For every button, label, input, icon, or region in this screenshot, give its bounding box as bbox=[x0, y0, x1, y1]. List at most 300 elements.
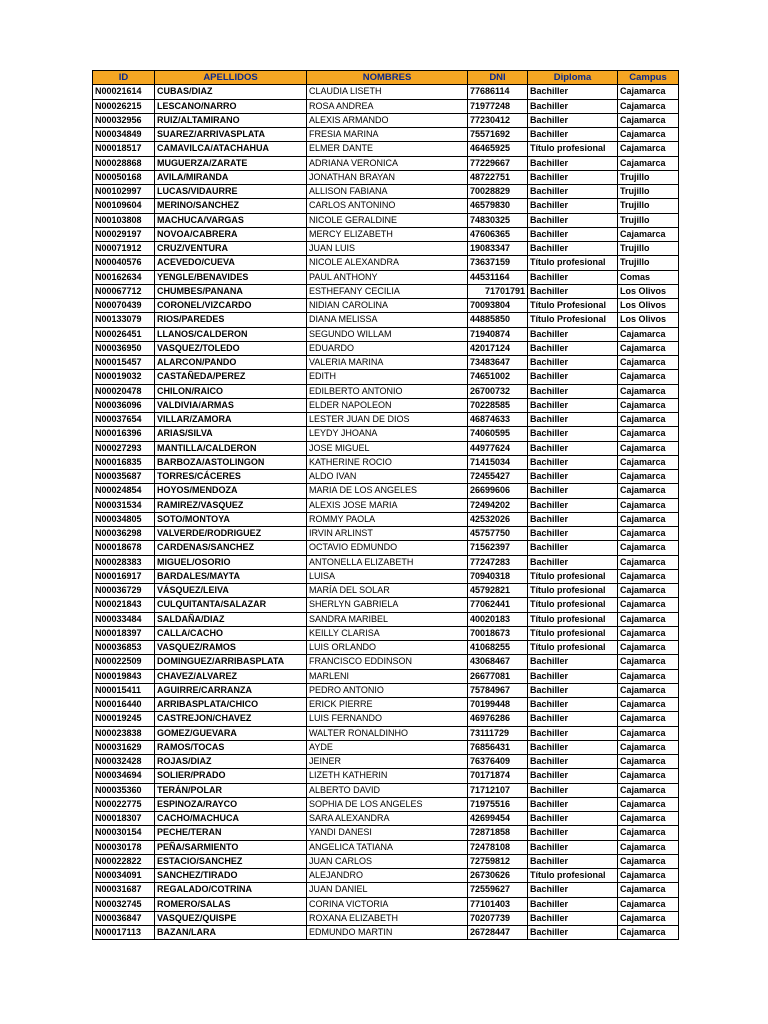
cell-nombres: CORINA VICTORIA bbox=[307, 897, 468, 911]
cell-id: N00027293 bbox=[93, 441, 155, 455]
cell-nombres: ALEXIS ARMANDO bbox=[307, 113, 468, 127]
cell-apellidos: SANCHEZ/TIRADO bbox=[155, 869, 307, 883]
cell-id: N00103808 bbox=[93, 213, 155, 227]
cell-diploma: Bachiller bbox=[528, 370, 618, 384]
cell-dni: 44885850 bbox=[468, 313, 528, 327]
cell-diploma: Bachiller bbox=[528, 911, 618, 925]
cell-apellidos: ARIAS/SILVA bbox=[155, 427, 307, 441]
cell-dni: 75784967 bbox=[468, 683, 528, 697]
cell-campus: Cajamarca bbox=[618, 626, 679, 640]
table-row bbox=[93, 455, 679, 469]
table-row bbox=[93, 441, 679, 455]
cell-campus: Cajamarca bbox=[618, 99, 679, 113]
cell-nombres: VALERIA MARINA bbox=[307, 356, 468, 370]
cell-campus: Cajamarca bbox=[618, 598, 679, 612]
header-dni: DNI bbox=[468, 71, 528, 85]
cell-diploma: Bachiller bbox=[528, 213, 618, 227]
table-row bbox=[93, 584, 679, 598]
cell-nombres: ELMER DANTE bbox=[307, 142, 468, 156]
cell-campus: Cajamarca bbox=[618, 356, 679, 370]
table-row bbox=[93, 327, 679, 341]
cell-nombres: EDMUNDO MARTIN bbox=[307, 926, 468, 940]
table-row bbox=[93, 555, 679, 569]
cell-id: N00019843 bbox=[93, 669, 155, 683]
cell-campus: Cajamarca bbox=[618, 769, 679, 783]
cell-apellidos: GOMEZ/GUEVARA bbox=[155, 726, 307, 740]
cell-apellidos: SOLIER/PRADO bbox=[155, 769, 307, 783]
cell-diploma: Bachiller bbox=[528, 156, 618, 170]
cell-dni: 71975516 bbox=[468, 797, 528, 811]
table-row bbox=[93, 655, 679, 669]
cell-campus: Cajamarca bbox=[618, 441, 679, 455]
table-row bbox=[93, 755, 679, 769]
cell-campus: Cajamarca bbox=[618, 812, 679, 826]
table-row bbox=[93, 199, 679, 213]
header-id: ID bbox=[93, 71, 155, 85]
cell-apellidos: MIGUEL/OSORIO bbox=[155, 555, 307, 569]
cell-nombres: CLAUDIA LISETH bbox=[307, 85, 468, 99]
cell-id: N00033484 bbox=[93, 612, 155, 626]
cell-campus: Cajamarca bbox=[618, 470, 679, 484]
cell-campus: Cajamarca bbox=[618, 341, 679, 355]
cell-apellidos: AVILA/MIRANDA bbox=[155, 170, 307, 184]
table-row bbox=[93, 356, 679, 370]
cell-apellidos: VILLAR/ZAMORA bbox=[155, 413, 307, 427]
cell-id: N00030178 bbox=[93, 840, 155, 854]
table-row bbox=[93, 213, 679, 227]
cell-diploma: Título profesional bbox=[528, 598, 618, 612]
cell-dni: 47606365 bbox=[468, 227, 528, 241]
cell-id: N00022775 bbox=[93, 797, 155, 811]
cell-dni: 70028829 bbox=[468, 185, 528, 199]
table-row bbox=[93, 128, 679, 142]
cell-campus: Cajamarca bbox=[618, 384, 679, 398]
cell-dni: 77101403 bbox=[468, 897, 528, 911]
cell-apellidos: ROMERO/SALAS bbox=[155, 897, 307, 911]
header-campus: Campus bbox=[618, 71, 679, 85]
cell-id: N00036847 bbox=[93, 911, 155, 925]
cell-nombres: MARLENI bbox=[307, 669, 468, 683]
cell-nombres: LUISA bbox=[307, 569, 468, 583]
table-row bbox=[93, 669, 679, 683]
cell-diploma: Título Profesional bbox=[528, 313, 618, 327]
cell-nombres: SEGUNDO WILLAM bbox=[307, 327, 468, 341]
cell-id: N00032956 bbox=[93, 113, 155, 127]
cell-dni: 70199448 bbox=[468, 698, 528, 712]
cell-nombres: ROSA ANDREA bbox=[307, 99, 468, 113]
cell-diploma: Bachiller bbox=[528, 826, 618, 840]
cell-diploma: Bachiller bbox=[528, 712, 618, 726]
cell-id: N00102997 bbox=[93, 185, 155, 199]
cell-diploma: Bachiller bbox=[528, 413, 618, 427]
cell-id: N00034849 bbox=[93, 128, 155, 142]
cell-apellidos: CUBAS/DIAZ bbox=[155, 85, 307, 99]
cell-id: N00031629 bbox=[93, 740, 155, 754]
cell-campus: Cajamarca bbox=[618, 156, 679, 170]
cell-campus: Cajamarca bbox=[618, 398, 679, 412]
cell-id: N00037654 bbox=[93, 413, 155, 427]
cell-dni: 46874633 bbox=[468, 413, 528, 427]
cell-dni: 41068255 bbox=[468, 641, 528, 655]
table-row bbox=[93, 99, 679, 113]
cell-id: N00016835 bbox=[93, 455, 155, 469]
cell-dni: 44531164 bbox=[468, 270, 528, 284]
cell-id: N00019245 bbox=[93, 712, 155, 726]
cell-diploma: Bachiller bbox=[528, 669, 618, 683]
cell-nombres: SANDRA MARIBEL bbox=[307, 612, 468, 626]
cell-dni: 26728447 bbox=[468, 926, 528, 940]
cell-id: N00018307 bbox=[93, 812, 155, 826]
cell-id: N00034805 bbox=[93, 512, 155, 526]
cell-diploma: Bachiller bbox=[528, 883, 618, 897]
table-row bbox=[93, 427, 679, 441]
cell-nombres: NIDIAN CAROLINA bbox=[307, 299, 468, 313]
table-row bbox=[93, 498, 679, 512]
cell-id: N00024854 bbox=[93, 484, 155, 498]
cell-apellidos: CULQUITANTA/SALAZAR bbox=[155, 598, 307, 612]
cell-apellidos: SALDAÑA/DIAZ bbox=[155, 612, 307, 626]
cell-nombres: DIANA MELISSA bbox=[307, 313, 468, 327]
cell-id: N00035687 bbox=[93, 470, 155, 484]
cell-campus: Cajamarca bbox=[618, 555, 679, 569]
cell-id: N00071912 bbox=[93, 242, 155, 256]
cell-id: N00015457 bbox=[93, 356, 155, 370]
cell-apellidos: CARDENAS/SANCHEZ bbox=[155, 541, 307, 555]
table-row bbox=[93, 227, 679, 241]
cell-diploma: Bachiller bbox=[528, 356, 618, 370]
cell-diploma: Bachiller bbox=[528, 284, 618, 298]
cell-apellidos: ALARCON/PANDO bbox=[155, 356, 307, 370]
cell-id: N00030154 bbox=[93, 826, 155, 840]
table-row bbox=[93, 612, 679, 626]
cell-id: N00026451 bbox=[93, 327, 155, 341]
cell-diploma: Bachiller bbox=[528, 683, 618, 697]
table-row bbox=[93, 826, 679, 840]
cell-dni: 74651002 bbox=[468, 370, 528, 384]
cell-nombres: ESTHEFANY CECILIA bbox=[307, 284, 468, 298]
cell-dni: 46465925 bbox=[468, 142, 528, 156]
cell-campus: Cajamarca bbox=[618, 370, 679, 384]
cell-apellidos: MANTILLA/CALDERON bbox=[155, 441, 307, 455]
cell-nombres: SARA ALEXANDRA bbox=[307, 812, 468, 826]
cell-apellidos: CORONEL/VIZCARDO bbox=[155, 299, 307, 313]
table-row bbox=[93, 413, 679, 427]
cell-apellidos: TORRES/CÁCERES bbox=[155, 470, 307, 484]
cell-nombres: YANDI DANESI bbox=[307, 826, 468, 840]
table-row bbox=[93, 384, 679, 398]
cell-nombres: CARLOS ANTONINO bbox=[307, 199, 468, 213]
cell-campus: Cajamarca bbox=[618, 726, 679, 740]
cell-nombres: LUIS ORLANDO bbox=[307, 641, 468, 655]
cell-dni: 72871858 bbox=[468, 826, 528, 840]
cell-nombres: MERCY ELIZABETH bbox=[307, 227, 468, 241]
cell-nombres: ANTONELLA ELIZABETH bbox=[307, 555, 468, 569]
cell-dni: 72455427 bbox=[468, 470, 528, 484]
cell-apellidos: VALDIVIA/ARMAS bbox=[155, 398, 307, 412]
cell-id: N00016396 bbox=[93, 427, 155, 441]
cell-diploma: Título profesional bbox=[528, 256, 618, 270]
cell-apellidos: VASQUEZ/QUISPE bbox=[155, 911, 307, 925]
cell-nombres: KATHERINE ROCIO bbox=[307, 455, 468, 469]
cell-nombres: JUAN DANIEL bbox=[307, 883, 468, 897]
cell-apellidos: CASTAÑEDA/PEREZ bbox=[155, 370, 307, 384]
cell-nombres: AYDE bbox=[307, 740, 468, 754]
cell-campus: Cajamarca bbox=[618, 712, 679, 726]
cell-campus: Cajamarca bbox=[618, 142, 679, 156]
table-header-row bbox=[93, 71, 679, 85]
table-row bbox=[93, 840, 679, 854]
cell-apellidos: TERÁN/POLAR bbox=[155, 783, 307, 797]
table-row bbox=[93, 598, 679, 612]
cell-apellidos: RAMIREZ/VASQUEZ bbox=[155, 498, 307, 512]
cell-apellidos: BARBOZA/ASTOLINGON bbox=[155, 455, 307, 469]
cell-diploma: Bachiller bbox=[528, 769, 618, 783]
cell-campus: Cajamarca bbox=[618, 455, 679, 469]
cell-apellidos: MERINO/SANCHEZ bbox=[155, 199, 307, 213]
cell-apellidos: CACHO/MACHUCA bbox=[155, 812, 307, 826]
cell-diploma: Título profesional bbox=[528, 142, 618, 156]
cell-apellidos: CASTREJON/CHAVEZ bbox=[155, 712, 307, 726]
cell-dni: 70228585 bbox=[468, 398, 528, 412]
cell-nombres: ROXANA ELIZABETH bbox=[307, 911, 468, 925]
cell-nombres: SOPHIA DE LOS ANGELES bbox=[307, 797, 468, 811]
table-row bbox=[93, 712, 679, 726]
cell-dni: 46579830 bbox=[468, 199, 528, 213]
cell-diploma: Título profesional bbox=[528, 641, 618, 655]
cell-apellidos: CRUZ/VENTURA bbox=[155, 242, 307, 256]
cell-campus: Cajamarca bbox=[618, 883, 679, 897]
cell-dni: 26677081 bbox=[468, 669, 528, 683]
cell-dni: 48722751 bbox=[468, 170, 528, 184]
cell-apellidos: ROJAS/DIAZ bbox=[155, 755, 307, 769]
cell-nombres: OCTAVIO EDMUNDO bbox=[307, 541, 468, 555]
cell-campus: Comas bbox=[618, 270, 679, 284]
cell-dni: 77686114 bbox=[468, 85, 528, 99]
cell-dni: 43068467 bbox=[468, 655, 528, 669]
cell-diploma: Bachiller bbox=[528, 128, 618, 142]
table-row bbox=[93, 911, 679, 925]
cell-apellidos: LLANOS/CALDERON bbox=[155, 327, 307, 341]
cell-apellidos: AGUIRRE/CARRANZA bbox=[155, 683, 307, 697]
cell-diploma: Título Profesional bbox=[528, 299, 618, 313]
cell-apellidos: NOVOA/CABRERA bbox=[155, 227, 307, 241]
header-diploma: Diploma bbox=[528, 71, 618, 85]
cell-apellidos: ACEVEDO/CUEVA bbox=[155, 256, 307, 270]
cell-campus: Cajamarca bbox=[618, 541, 679, 555]
table-row bbox=[93, 270, 679, 284]
cell-diploma: Título profesional bbox=[528, 612, 618, 626]
cell-apellidos: PECHE/TERAN bbox=[155, 826, 307, 840]
cell-campus: Cajamarca bbox=[618, 797, 679, 811]
table-row bbox=[93, 142, 679, 156]
cell-dni: 42532026 bbox=[468, 512, 528, 526]
cell-campus: Trujillo bbox=[618, 256, 679, 270]
cell-dni: 70207739 bbox=[468, 911, 528, 925]
table-row bbox=[93, 726, 679, 740]
cell-nombres: JONATHAN BRAYAN bbox=[307, 170, 468, 184]
graduates-table bbox=[92, 70, 679, 940]
cell-nombres: KEILLY CLARISA bbox=[307, 626, 468, 640]
cell-id: N00032745 bbox=[93, 897, 155, 911]
cell-apellidos: VASQUEZ/TOLEDO bbox=[155, 341, 307, 355]
table-row bbox=[93, 313, 679, 327]
cell-nombres: EDUARDO bbox=[307, 341, 468, 355]
cell-dni: 77230412 bbox=[468, 113, 528, 127]
cell-id: N00018678 bbox=[93, 541, 155, 555]
cell-apellidos: LUCAS/VIDAURRE bbox=[155, 185, 307, 199]
cell-apellidos: VALVERDE/RODRIGUEZ bbox=[155, 527, 307, 541]
cell-id: N00162634 bbox=[93, 270, 155, 284]
cell-nombres: NICOLE ALEXANDRA bbox=[307, 256, 468, 270]
cell-id: N00050168 bbox=[93, 170, 155, 184]
table-row bbox=[93, 370, 679, 384]
cell-diploma: Bachiller bbox=[528, 812, 618, 826]
cell-id: N00036950 bbox=[93, 341, 155, 355]
cell-nombres: ALDO IVAN bbox=[307, 470, 468, 484]
cell-campus: Cajamarca bbox=[618, 113, 679, 127]
cell-id: N00034091 bbox=[93, 869, 155, 883]
cell-nombres: FRANCISCO EDDINSON bbox=[307, 655, 468, 669]
cell-campus: Cajamarca bbox=[618, 740, 679, 754]
cell-nombres: JOSE MIGUEL bbox=[307, 441, 468, 455]
cell-campus: Cajamarca bbox=[618, 612, 679, 626]
cell-dni: 70171874 bbox=[468, 769, 528, 783]
table-row bbox=[93, 398, 679, 412]
cell-dni: 71415034 bbox=[468, 455, 528, 469]
cell-id: N00036298 bbox=[93, 527, 155, 541]
table-row bbox=[93, 256, 679, 270]
cell-campus: Cajamarca bbox=[618, 911, 679, 925]
table-row bbox=[93, 883, 679, 897]
cell-dni: 74060595 bbox=[468, 427, 528, 441]
table-row bbox=[93, 854, 679, 868]
cell-apellidos: PEÑA/SARMIENTO bbox=[155, 840, 307, 854]
cell-diploma: Bachiller bbox=[528, 427, 618, 441]
cell-diploma: Bachiller bbox=[528, 755, 618, 769]
cell-campus: Cajamarca bbox=[618, 569, 679, 583]
cell-diploma: Bachiller bbox=[528, 99, 618, 113]
cell-id: N00028868 bbox=[93, 156, 155, 170]
cell-diploma: Bachiller bbox=[528, 655, 618, 669]
cell-dni: 71701791 bbox=[468, 284, 528, 298]
cell-id: N00021614 bbox=[93, 85, 155, 99]
cell-id: N00133079 bbox=[93, 313, 155, 327]
cell-diploma: Bachiller bbox=[528, 698, 618, 712]
cell-campus: Cajamarca bbox=[618, 854, 679, 868]
header-nombres: NOMBRES bbox=[307, 71, 468, 85]
cell-id: N00029197 bbox=[93, 227, 155, 241]
cell-nombres: LEYDY JHOANA bbox=[307, 427, 468, 441]
cell-apellidos: CHILON/RAICO bbox=[155, 384, 307, 398]
cell-apellidos: MACHUCA/VARGAS bbox=[155, 213, 307, 227]
cell-id: N00032428 bbox=[93, 755, 155, 769]
cell-id: N00017113 bbox=[93, 926, 155, 940]
cell-nombres: JUAN LUIS bbox=[307, 242, 468, 256]
table-row bbox=[93, 569, 679, 583]
cell-dni: 70018673 bbox=[468, 626, 528, 640]
cell-diploma: Bachiller bbox=[528, 740, 618, 754]
cell-campus: Cajamarca bbox=[618, 783, 679, 797]
table-row bbox=[93, 926, 679, 940]
cell-apellidos: VÁSQUEZ/LEIVA bbox=[155, 584, 307, 598]
cell-dni: 77062441 bbox=[468, 598, 528, 612]
cell-campus: Cajamarca bbox=[618, 512, 679, 526]
cell-campus: Cajamarca bbox=[618, 683, 679, 697]
cell-diploma: Bachiller bbox=[528, 185, 618, 199]
cell-apellidos: RAMOS/TOCAS bbox=[155, 740, 307, 754]
cell-diploma: Título profesional bbox=[528, 569, 618, 583]
table-row bbox=[93, 683, 679, 697]
table-row bbox=[93, 299, 679, 313]
cell-nombres: FRESIA MARINA bbox=[307, 128, 468, 142]
table-row bbox=[93, 185, 679, 199]
cell-diploma: Bachiller bbox=[528, 199, 618, 213]
cell-id: N00036096 bbox=[93, 398, 155, 412]
cell-id: N00036729 bbox=[93, 584, 155, 598]
cell-nombres: ALLISON FABIANA bbox=[307, 185, 468, 199]
cell-apellidos: VASQUEZ/RAMOS bbox=[155, 641, 307, 655]
cell-campus: Cajamarca bbox=[618, 498, 679, 512]
cell-diploma: Bachiller bbox=[528, 398, 618, 412]
cell-id: N00018517 bbox=[93, 142, 155, 156]
cell-apellidos: CHAVEZ/ALVAREZ bbox=[155, 669, 307, 683]
cell-apellidos: ARRIBASPLATA/CHICO bbox=[155, 698, 307, 712]
cell-nombres: IRVIN ARLINST bbox=[307, 527, 468, 541]
cell-dni: 19083347 bbox=[468, 242, 528, 256]
table-body bbox=[93, 85, 679, 940]
cell-campus: Cajamarca bbox=[618, 655, 679, 669]
cell-dni: 72478108 bbox=[468, 840, 528, 854]
cell-apellidos: RIOS/PAREDES bbox=[155, 313, 307, 327]
cell-id: N00036853 bbox=[93, 641, 155, 655]
cell-id: N00031534 bbox=[93, 498, 155, 512]
cell-id: N00026215 bbox=[93, 99, 155, 113]
cell-apellidos: HOYOS/MENDOZA bbox=[155, 484, 307, 498]
cell-campus: Los Olivos bbox=[618, 299, 679, 313]
cell-campus: Cajamarca bbox=[618, 527, 679, 541]
cell-dni: 70093804 bbox=[468, 299, 528, 313]
table-row bbox=[93, 812, 679, 826]
cell-nombres: PEDRO ANTONIO bbox=[307, 683, 468, 697]
cell-id: N00028383 bbox=[93, 555, 155, 569]
cell-dni: 72494202 bbox=[468, 498, 528, 512]
cell-nombres: ALBERTO DAVID bbox=[307, 783, 468, 797]
cell-dni: 71940874 bbox=[468, 327, 528, 341]
cell-nombres: LIZETH KATHERIN bbox=[307, 769, 468, 783]
cell-campus: Los Olivos bbox=[618, 313, 679, 327]
cell-id: N00031687 bbox=[93, 883, 155, 897]
cell-apellidos: CALLA/CACHO bbox=[155, 626, 307, 640]
cell-apellidos: ESPINOZA/RAYCO bbox=[155, 797, 307, 811]
cell-nombres: WALTER RONALDINHO bbox=[307, 726, 468, 740]
cell-campus: Cajamarca bbox=[618, 427, 679, 441]
cell-apellidos: REGALADO/COTRINA bbox=[155, 883, 307, 897]
cell-apellidos: SUAREZ/ARRIVASPLATA bbox=[155, 128, 307, 142]
table-row bbox=[93, 156, 679, 170]
table-row bbox=[93, 626, 679, 640]
table-row bbox=[93, 113, 679, 127]
cell-id: N00023838 bbox=[93, 726, 155, 740]
cell-dni: 42017124 bbox=[468, 341, 528, 355]
cell-nombres: SHERLYN GABRIELA bbox=[307, 598, 468, 612]
cell-nombres: ALEXIS JOSE MARIA bbox=[307, 498, 468, 512]
cell-campus: Trujillo bbox=[618, 170, 679, 184]
table-row bbox=[93, 242, 679, 256]
cell-dni: 76856431 bbox=[468, 740, 528, 754]
table-row bbox=[93, 512, 679, 526]
cell-id: N00018397 bbox=[93, 626, 155, 640]
cell-diploma: Bachiller bbox=[528, 470, 618, 484]
